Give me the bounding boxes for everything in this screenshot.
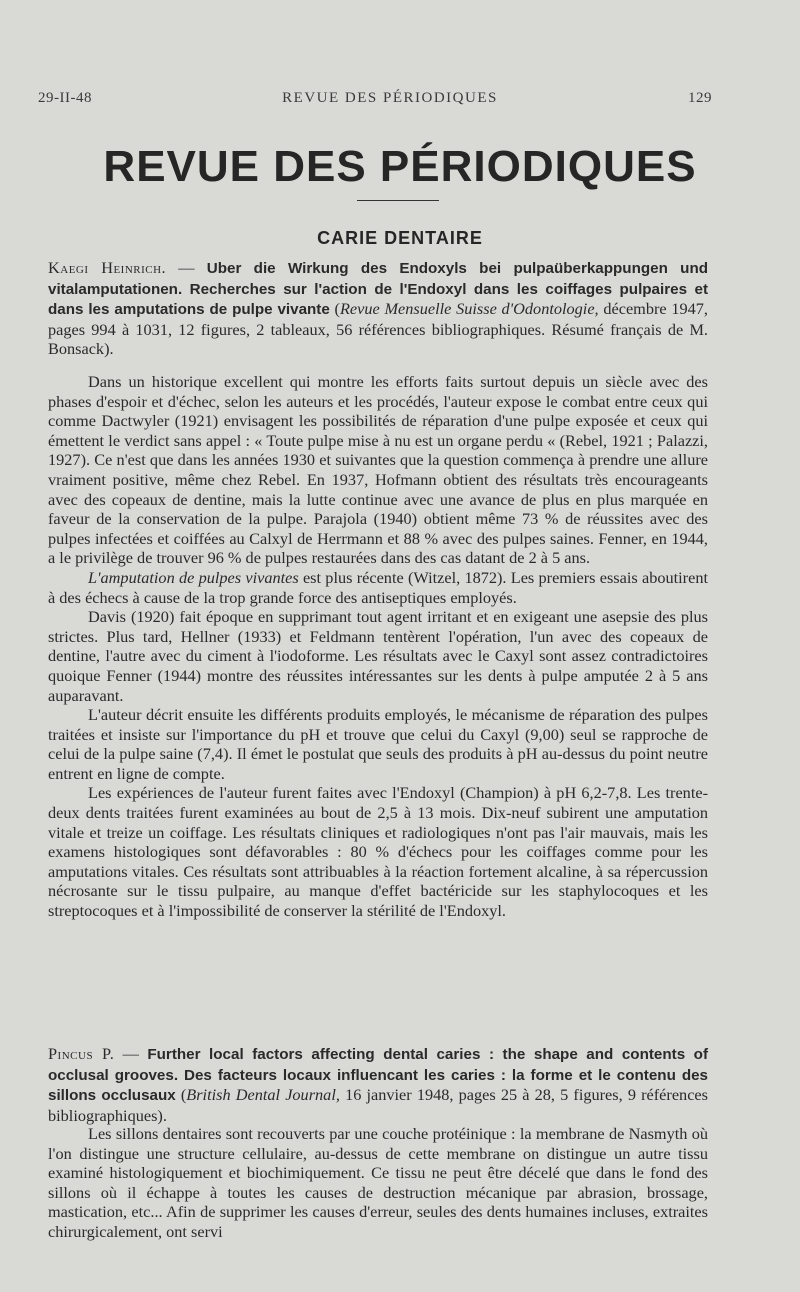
article1-paragraph-3: Davis (1920) fait époque en supprimant tout agent irritant et en exigeant une asepsie des plus strictes. Plus tard, Hellner (1933) et Feldmann tentèrent l'opération, l'un avec des copeaux de dentine, l'autre avec du ciment à l'iodoforme. Les résultats avec le Caxyl sont assez contradictoires quoique Fenner (1944) montre des réussites intéressantes sur les dents à pulpe amputée 2 à 5 ans auparavant. (48, 607, 708, 705)
article2-dash: — (114, 1044, 148, 1063)
article2-paragraph-1: Les sillons dentaires sont recouverts par une couche protéinique : la membrane de Nasmyth où l'on distingue une structure cellulaire, au-dessus de cette membrane on distingue un autre tissu examiné histologiquement et biochimiquement. Ce tissu ne peut être décelé que dans le fond des sillons où il échappe à toutes les causes de destruction mécanique par abrasion, brossage, mastication, etc... Afin de supprimer les causes d'erreur, seules des dents humaines incluses, extraites chirurgicalement, ont servi (48, 1124, 708, 1241)
header-running-title: REVUE DES PÉRIODIQUES (282, 90, 498, 106)
running-header (38, 90, 712, 107)
article1-author: Kaegi Heinrich. (48, 258, 167, 277)
article1-paragraph-2-italic: L'amputation de pulpes vivantes (88, 567, 299, 587)
article1-reference (48, 258, 708, 359)
article2-title: Further local factors affecting dental caries : the shape and contents of occlusal grooves. Des facteurs locaux influencant les caries : la forme et le contenu des sillons occlusaux (48, 1046, 709, 1105)
article1-paragraph-2 (48, 568, 708, 607)
article2-citation: 16 janvier 1948, pages 25 à 28, 5 figures, 9 références bibliographiques). (48, 1085, 708, 1125)
page-title: REVUE DES PÉRIODIQUES (103, 142, 697, 191)
article2-reference (48, 1044, 708, 1125)
article1-body (48, 372, 708, 921)
article1-paragraph-5: Les expériences de l'auteur furent faites avec l'Endoxyl (Champion) à pH 6,2-7,8. Les trente-deux dents traitées furent examinées au bout de 2,5 à 13 mois. Dix-neuf subirent une amputation vitale et treize un coiffage. Les résultats cliniques et radiologiques n'ont pas l'air mauvais, mais les examens histologiques sont défavorables : 80 % d'échecs pour les coiffages comme pour les amputations vitales. Ces résultats sont attribuables à la réaction fortement alcaline, à sa répercussion nécrosante sur le tissu pulpaire, au manque d'effet bactéricide sur les staphylocoques et les streptocoques et à l'impossibilité de conserver la stérilité de l'Endoxyl. (48, 783, 708, 921)
article1-paren: ( (329, 299, 340, 319)
article1-journal: Revue Mensuelle Suisse d'Odontologie, (339, 299, 599, 319)
header-page-number: 129 (688, 90, 712, 106)
article1-title: Uber die Wirkung des Endoxyls bei pulpaüberkappungen und vitalamputationen. Recherches sur l'action de l'Endoxyl dans les coiffages pulpaires et dans les amputations de pulpe vivante (48, 260, 709, 319)
article1-paragraph-2-rest: est plus récente (Witzel, 1872). Les premiers essais aboutirent à des échecs à cause de la trop grande force des antiseptiques employés. (48, 567, 708, 607)
article2-body (48, 1124, 708, 1242)
article1-paragraph-1: Dans un historique excellent qui montre les efforts faits surtout depuis un siècle avec des phases d'espoir et d'échec, selon les auteurs et les procédés, l'auteur expose le combat entre ceux qui comme Dactwyler (1921) envisagent les possibilités de réparation d'une pulpe exposée et ceux qui émettent le verdict sans appel : « Toute pulpe mise à nu est un organe perdu « (Rebel, 1921 ; Palazzi, 1927). Ce n'est que dans les années 1930 et suivantes que la question commença à prendre une allure vraiment positive, même chez Rebel. En 1937, Hofmann obtient des résultats très encourageants avec des copeaux de dentine, mais la lutte continue avec une avance de plus en plus marquée en faveur de la conservation de la pulpe. Parajola (1940) obtient même 73 % de réussites avec des pulpes infectées et coiffées au Calxyl de Herrmann et 88 % avec des pulpes saines. Fenner, en 1944, a le privilège de trouver 96 % de pulpes restaurées dans des cas datant de 2 à 5 ans. (48, 372, 708, 568)
article2-journal: British Dental Journal, (186, 1085, 340, 1105)
section-title: CARIE DENTAIRE (317, 228, 483, 248)
header-date: 29-II-48 (38, 90, 92, 106)
article1-citation: décembre 1947, pages 994 à 1031, 12 figures, 2 tableaux, 56 références bibliographiques. Résumé français de M. Bonsack). (48, 299, 708, 359)
article1-dash: — (166, 258, 207, 277)
article2-author: Pincus P. (48, 1044, 115, 1063)
article2-paren: ( (175, 1085, 187, 1105)
article1-paragraph-4: L'auteur décrit ensuite les différents produits employés, le mécanisme de réparation des pulpes traitées et insiste sur l'importance du pH et trouve que celui du Caxyl (9,00) seul se rapproche de celui de la pulpe saine (7,4). Il émet le postulat que seuls des produits à pH au-dessus du point neutre entrent en ligne de compte. (48, 705, 708, 783)
title-rule (357, 200, 439, 201)
